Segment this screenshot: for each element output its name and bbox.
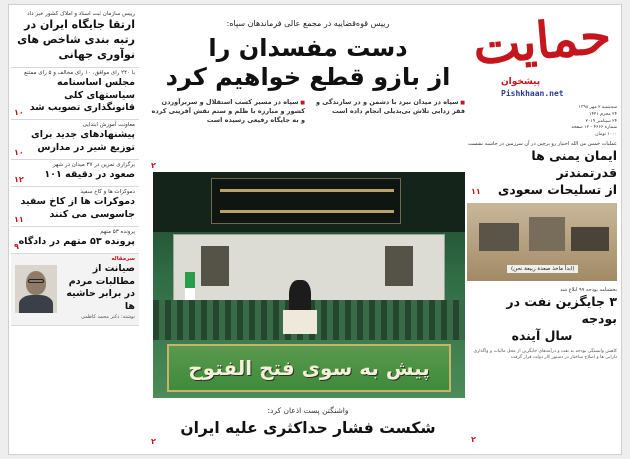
left-item[interactable] [11, 160, 139, 187]
left-item-supertitle: دموکرات ها و کاخ سفید [80, 188, 135, 195]
issue-info [555, 105, 617, 139]
page-number: ۹ [14, 241, 19, 251]
main-supertitle: رییس قوه‌قضاییه در مجمع عالی فرماندهان سپاه: [226, 19, 390, 28]
editorial-headline: صیانت از مطالبات مردم در برابر حاشیه ها [66, 262, 135, 313]
left-item-headline: صعود در دقیقه ۱۰۱ [44, 169, 135, 181]
main-subhead: ■ سپاه در میدان نبرد با دشمن و در سازندگی و فقر زدایی تلاش بی‌بدیلی انجام داده است [311, 98, 465, 125]
right-story-headline: از تسلیحات سعودی [497, 181, 617, 197]
bottom-supertitle: واشنگتن پست اذعان کرد: [267, 406, 349, 415]
right-column [467, 5, 617, 451]
page-number: ۱۱ [14, 214, 24, 224]
watermark-url: Pishkhaan.net [501, 89, 564, 98]
center-column [147, 9, 469, 451]
page-number: ۲ [471, 435, 476, 444]
left-item-supertitle: رییس سازمان ثبت اسناد و املاک کشور خبر داد [27, 11, 135, 17]
right-story-2[interactable] [467, 287, 617, 362]
left-item[interactable] [11, 187, 139, 227]
left-item-headline: مجلس اساسنامه سیاستهای کلی قانونگذاری تصویب شد [29, 76, 135, 114]
masthead-logo: حمایت [470, 5, 614, 76]
photo-caption-band [167, 344, 451, 392]
page-number: ۱۰ [14, 108, 24, 118]
page-number: ۱۲ [14, 174, 24, 184]
issue-date-gregorian: ۲۴ سپتامبر ۲۰۱۹ [585, 118, 617, 124]
editorial-label: سرمقاله [111, 255, 135, 262]
left-item-headline: پرونده ۵۳ متهم در دادگاه [18, 235, 135, 247]
lectern [283, 310, 317, 334]
left-item-headline: پیشنهادهای جدید برای توزیع شیر در مدارس [30, 129, 135, 154]
left-item-headline: دموکرات ها از کاخ سفید جاسوسی می کنند [20, 196, 135, 220]
left-item[interactable] [11, 68, 139, 121]
editorial-author: نوشته: دکتر محمد کاظمی [80, 314, 135, 321]
main-headline-line-1[interactable]: دست مفسدان را [208, 34, 408, 62]
page-number: ۲ [151, 161, 156, 170]
portrait-frame [385, 246, 413, 286]
main-subhead: ■ سپاه در مسیر کسب استقلال و سربرآوردن کشور و مبارزه با ظلم و ستم نقش آفرینی کرده و به جایگاه رفیعی رسیده است [151, 98, 305, 125]
left-item[interactable] [11, 9, 139, 68]
main-headline-line-2[interactable]: از بازو قطع خواهیم کرد [165, 62, 451, 91]
speaker-figure [289, 280, 311, 314]
page-number: ۱۰ [14, 148, 24, 158]
main-subheads [147, 98, 469, 125]
left-column [11, 9, 139, 451]
author-photo [15, 265, 57, 313]
watermark-label: پیشخوان [501, 77, 541, 87]
page-number: ۱۱ [471, 187, 481, 196]
main-photo[interactable] [153, 172, 465, 398]
right-story-photo[interactable] [467, 203, 617, 281]
left-item-supertitle: پرونده ۵۳ متهم [100, 228, 135, 235]
photo-caption: (ابدأ ماخذ صعدة ربیعة نحن) [507, 265, 578, 273]
left-item-supertitle: معاونت آموزش ابتدایی [82, 122, 135, 129]
left-item-headline: ارتقا جایگاه ایران در رتبه بندی شاخص های نوآوری جهانی [17, 18, 135, 61]
portrait-frame [201, 246, 229, 286]
left-item-supertitle: با ۲۴۰ رای موافق، ۱۰ رای مخالف و ۵ رای ممتنع [24, 69, 135, 76]
masthead[interactable] [467, 5, 617, 137]
calligraphy-banner [211, 178, 401, 224]
issue-number: شماره ۴۶۶۶ - ۱۲ صفحه [571, 125, 617, 131]
bottom-headline[interactable]: شکست فشار حداکثری علیه ایران [180, 419, 436, 437]
photo-caption: پیش به سوی فتح الفتوح [188, 356, 430, 380]
right-story-supertitle: عملیات خمس من الله اختیار رو پرچین در آن سرزمین در حاشیه نشست [467, 141, 617, 147]
editorial-box[interactable] [11, 254, 139, 326]
right-story-headline: سال آینده [511, 327, 573, 343]
left-item-supertitle: برگزاری تمرین در ۳۷ میدان در شهر [52, 162, 135, 169]
issue-date-hijri: ۲۴ محرم ۱۴۴۱ [589, 111, 617, 117]
issue-price: ۱۰۰۰ تومان [595, 132, 617, 137]
left-item[interactable] [11, 120, 139, 160]
right-story-headline: ۳ جایگزین نفت در بودجه [506, 294, 617, 326]
right-story-body: کاهش وابستگی بودجه به نفت و درآمدهای جایگزین از محل مالیات و واگذاری دارایی ها و اصلاح ساختار در دستور کار دولت قرار گرفت [473, 348, 617, 361]
right-story-headline: ایمان یمنی ها قدرتمندتر [531, 148, 617, 180]
issue-date: سه‌شنبه ۲ مهر ۱۳۹۸ [578, 105, 617, 110]
right-story-supertitle: بخشنامه بودجه ۹۹ ابلاغ شد [560, 287, 617, 293]
left-item[interactable] [11, 227, 139, 254]
newspaper-page [8, 4, 622, 455]
right-story-1[interactable] [467, 141, 617, 199]
page-number: ۲ [151, 437, 156, 446]
